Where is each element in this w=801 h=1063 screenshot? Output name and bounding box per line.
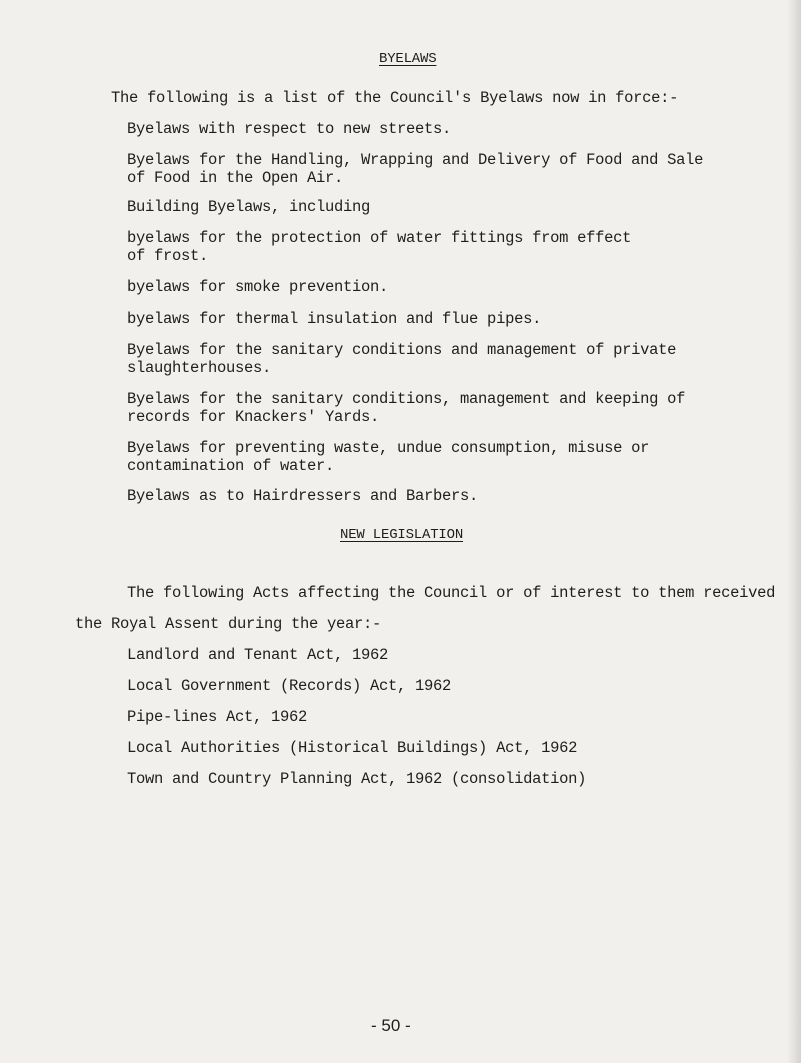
act-item: Pipe-lines Act, 1962 — [127, 708, 308, 726]
act-item: Town and Country Planning Act, 1962 (consolidation) — [127, 770, 587, 788]
byelaw-item: Byelaws for the Handling, Wrapping and Delivery of Food and Sale — [127, 151, 704, 169]
byelaw-item: Byelaws as to Hairdressers and Barbers. — [127, 487, 479, 505]
act-item: Local Government (Records) Act, 1962 — [127, 677, 452, 695]
byelaw-item-continued: contamination of water. — [127, 457, 335, 475]
byelaw-item-continued: records for Knackers' Yards. — [127, 408, 380, 426]
byelaw-item: Byelaws for the sanitary conditions and management of private — [127, 341, 677, 359]
byelaw-item-continued: slaughterhouses. — [127, 359, 272, 377]
byelaw-item: Byelaws for preventing waste, undue consumption, misuse or — [127, 439, 650, 457]
page-title: BYELAWS — [379, 51, 437, 67]
byelaw-item: Building Byelaws, including — [127, 198, 371, 216]
byelaw-subitem: byelaws for thermal insulation and flue pipes. — [127, 310, 542, 328]
byelaw-item: Byelaws for the sanitary conditions, management and keeping of — [127, 390, 686, 408]
act-item: Local Authorities (Historical Buildings) Act, 1962 — [127, 739, 578, 757]
section-heading-new-legislation: NEW LEGISLATION — [340, 527, 464, 543]
page-number: - 50 - — [371, 1016, 411, 1035]
byelaw-subitem-continued: of frost. — [127, 247, 209, 265]
legislation-intro-continued: the Royal Assent during the year:- — [75, 615, 382, 633]
legislation-intro: The following Acts affecting the Council or of interest to them received — [127, 584, 776, 602]
byelaw-item-continued: of Food in the Open Air. — [127, 169, 344, 187]
byelaw-subitem: byelaws for smoke prevention. — [127, 278, 389, 296]
byelaw-item: Byelaws with respect to new streets. — [127, 120, 452, 138]
byelaw-subitem: byelaws for the protection of water fittings from effect — [127, 229, 632, 247]
page-edge-shadow — [787, 0, 801, 1063]
intro-text: The following is a list of the Council's Byelaws now in force:- — [111, 89, 679, 107]
act-item: Landlord and Tenant Act, 1962 — [127, 646, 389, 664]
